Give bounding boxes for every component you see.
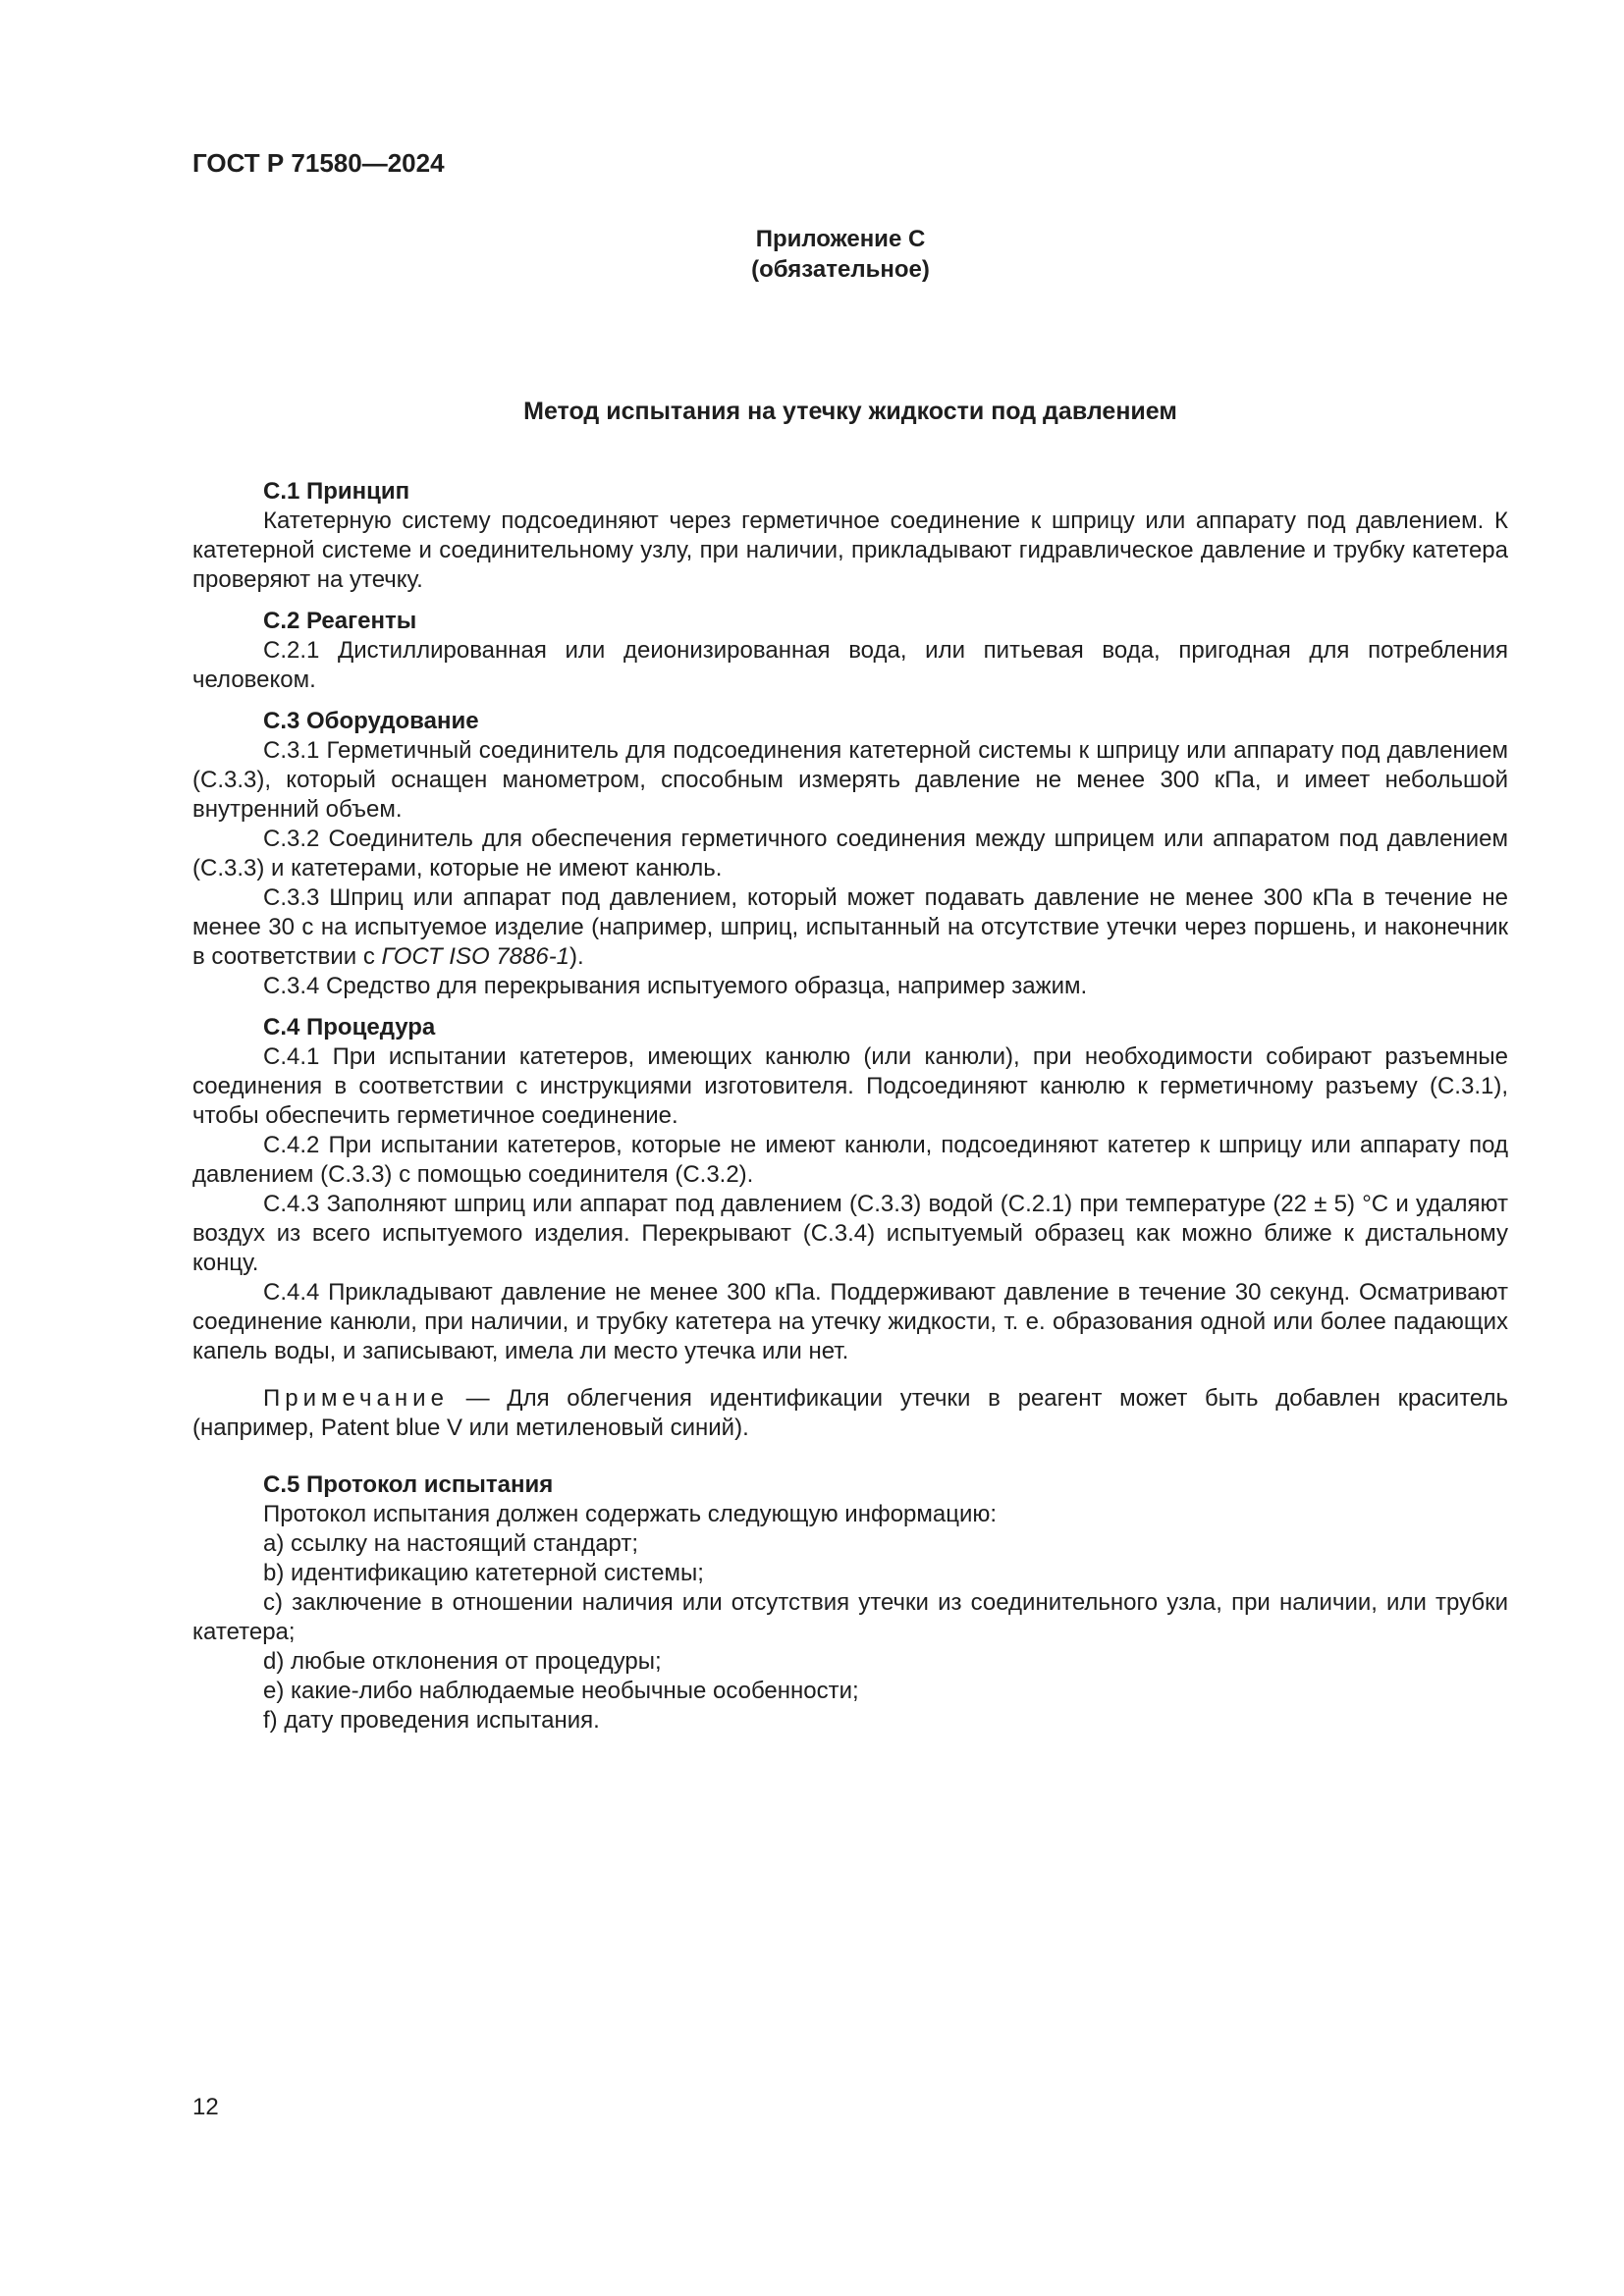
paragraph: С.4.3 Заполняют шприц или аппарат под давлением (С.3.3) водой (С.2.1) при температуре (22 ± 5) °С и удаляют воздух из всего испытуемого изделия. Перекрывают (С.3.4) испытуемый образец как можно ближе к дистальному концу. xyxy=(192,1191,1508,1276)
section-heading: С.4 Процедура xyxy=(263,1014,436,1041)
section-procedure xyxy=(192,1013,1508,1443)
paragraph-text: ). xyxy=(569,943,584,970)
document-code: ГОСТ Р 71580—2024 xyxy=(192,148,445,178)
note-text: — Для облегчения идентификации утечки в реагент может быть добавлен краситель (например, Patent blue V или метиленовый синий). xyxy=(192,1385,1508,1441)
paragraph xyxy=(192,883,1508,972)
paragraph: Протокол испытания должен содержать следующую информацию: xyxy=(263,1501,998,1527)
paragraph: С.2.1 Дистиллированная или деионизированная вода, или питьевая вода, пригодная для потребления человеком. xyxy=(192,637,1508,693)
list-item: с) заключение в отношении наличия или отсутствия утечки из соединительного узла, при наличии, или трубки катетера; xyxy=(192,1589,1508,1645)
paragraph: Катетерную систему подсоединяют через герметичное соединение к шприцу или аппарату под давлением. К катетерной системе и соединительному узлу, при наличии, прикладывают гидравлическое давление и трубку катетера проверяют на утечку. xyxy=(192,507,1508,593)
section-test-report xyxy=(192,1470,1508,1735)
page-number: 12 xyxy=(192,2094,219,2120)
section-heading: С.3 Оборудование xyxy=(263,708,479,734)
paragraph: С.4.2 При испытании катетеров, которые не имеют канюли, подсоединяют катетер к шприцу или аппарату под давлением (С.3.3) с помощью соединителя (С.3.2). xyxy=(192,1132,1508,1188)
paragraph: С.4.1 При испытании катетеров, имеющих канюлю (или канюли), при необходимости собирают разъемные соединения в соответствии с инструкциями изготовителя. Подсоединяют канюлю к герметичному разъему (С.3.1), чтобы обеспечить герметичное соединение. xyxy=(192,1043,1508,1129)
section-reagents xyxy=(192,607,1508,695)
standard-reference: ГОСТ ISO 7886-1 xyxy=(381,943,570,970)
annex-heading xyxy=(192,224,1489,285)
list-item: а) ссылку на настоящий стандарт; xyxy=(263,1530,639,1557)
list-item: d) любые отклонения от процедуры; xyxy=(263,1648,662,1675)
paragraph: С.3.4 Средство для перекрывания испытуемого образца, например зажим. xyxy=(263,973,1088,999)
paragraph: С.3.2 Соединитель для обеспечения герметичного соединения между шприцем или аппаратом под давлением (С.3.3) и катетерами, которые не имеют канюль. xyxy=(192,826,1508,881)
list-item: е) какие-либо наблюдаемые необычные особенности; xyxy=(263,1678,859,1704)
annex-status: (обязательное) xyxy=(751,256,930,283)
paragraph: С.4.4 Прикладывают давление не менее 300 кПа. Поддерживают давление в течение 30 секунд. Осматривают соединение канюли, при наличии, и трубку катетера на утечку жидкости, т. е. образования одной или более падающих капель воды, и записывают, имела ли место утечка или нет. xyxy=(192,1279,1508,1364)
section-heading: С.5 Протокол испытания xyxy=(263,1471,554,1498)
section-heading: С.2 Реагенты xyxy=(263,608,417,634)
annex-label: Приложение С xyxy=(755,226,926,252)
annex-title: Метод испытания на утечку жидкости под давлением xyxy=(523,398,1177,425)
list-item: b) идентификацию катетерной системы; xyxy=(263,1560,704,1586)
section-equipment xyxy=(192,707,1508,1001)
annex-body xyxy=(192,477,1508,1735)
note xyxy=(192,1384,1508,1443)
section-principle xyxy=(192,477,1508,595)
paragraph: С.3.1 Герметичный соединитель для подсоединения катетерной системы к шприцу или аппарату под давлением (С.3.3), который оснащен манометром, способным измерять давление не менее 300 кПа, и имеет небольшой внутренний объем. xyxy=(192,737,1508,823)
section-heading: С.1 Принцип xyxy=(263,478,410,505)
note-label: Примечание xyxy=(263,1385,449,1412)
list-item: f) дату проведения испытания. xyxy=(263,1707,600,1734)
paragraph-text: С.3.3 Шприц или аппарат под давлением, который может подавать давление не менее 300 кПа в течение не менее 30 с на испытуемое изделие (например, шприц, испытанный на отсутствие утечки через поршень, и наконечник в соответствии с xyxy=(192,884,1508,970)
